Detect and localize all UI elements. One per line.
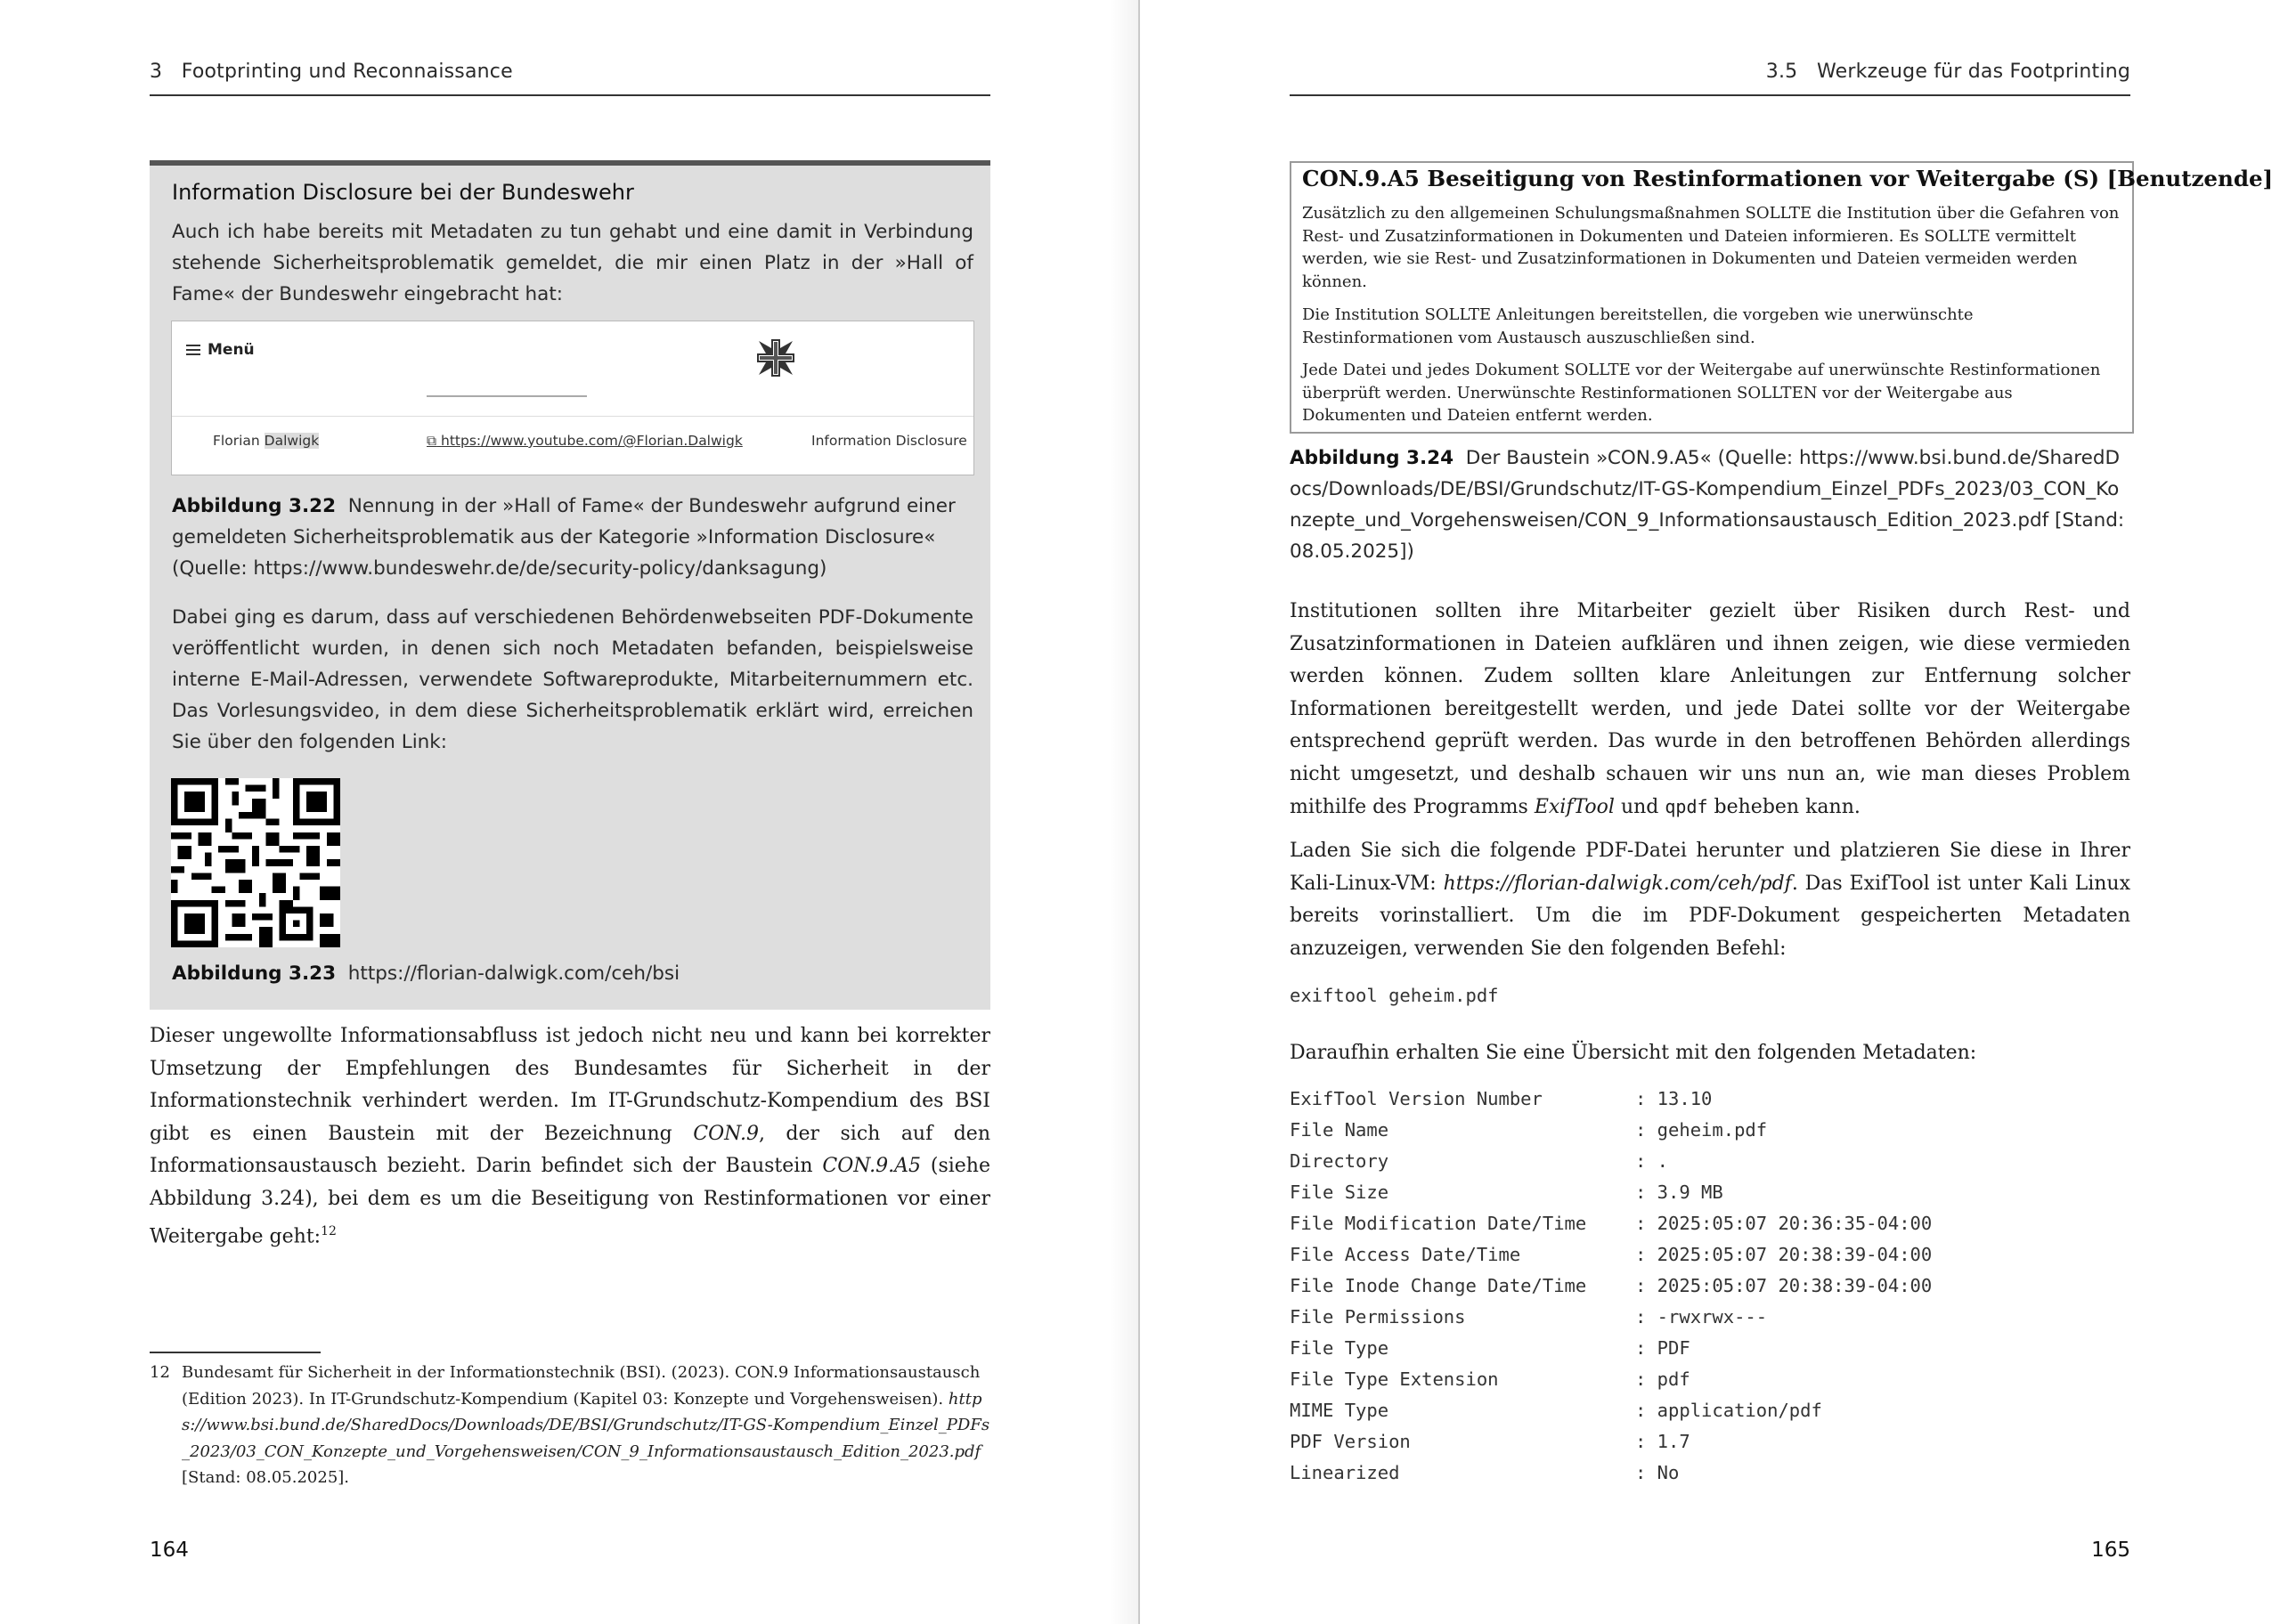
metadata-row [1290,1275,1932,1296]
metadata-key: File Permissions [1290,1306,1466,1328]
metadata-value: : 1.7 [1635,1431,1690,1452]
bsi-excerpt-box [1290,161,2274,434]
metadata-row [1290,1119,1767,1141]
screenshot-divider [172,416,973,417]
metadata-value: : 2025:05:07 20:38:39-04:00 [1635,1275,1933,1296]
metadata-key: File Size [1290,1181,1389,1203]
metadata-row [1290,1306,1767,1328]
figure-3-24-caption: Abbildung 3.24 Der Baustein »CON.9.A5« (Quelle: https://www.bsi.bund.de/SharedDocs/Downloads/DE/BSI/Grundschutz/IT-GS-Kompendium_Einzel_PDFs_2023/03_CON_Konzepte_und_Vorgehensweisen/CON_9_Informationsaustausch_Edition_2023.pdf [Stand: 08.05.2025]) [1290,447,2125,563]
metadata-row [1290,1244,1932,1265]
metadata-key: File Access Date/Time [1290,1244,1521,1265]
qr-code[interactable] [171,778,340,947]
listed-category: Information Disclosure [811,433,967,449]
section-number: 3.5 [1765,61,1798,83]
page-number-right: 165 [2091,1539,2130,1562]
spine-shadow [1110,0,1138,1624]
metadata-key: File Type [1290,1337,1389,1359]
running-head-left [150,61,513,83]
metadata-row [1290,1431,1690,1452]
metadata-value: : . [1635,1150,1669,1172]
footnote-ref[interactable]: 12 [321,1224,337,1238]
metadata-key: File Inode Change Date/Time [1290,1275,1587,1296]
page-number-left: 164 [150,1539,189,1562]
hamburger-icon [186,345,200,355]
bsi-paragraph: Die Institution SOLLTE Anleitungen bereitstellen, die vorgeben wie unerwünschte Restinformationen vom Austausch auszuschließen sind. [1302,305,1974,347]
hall-of-fame-screenshot [171,321,974,475]
iron-cross-icon [755,337,796,378]
metadata-row [1290,1337,1690,1359]
body-paragraph-1: Institutionen sollten ihre Mitarbeiter gezielt über Risiken durch Rest- und Zusatzinformationen in Dateien aufklären und ihnen zeigen, wie diese vermieden werden können. Zudem sollten klare Anleitungen zur Entfernung solcher Informationen bereitgestellt werden, und jede Datei sollte vor der Weitergabe entsprechend geprüft werden. Das wurde in den betroffenen Behörden allerdings nicht umgesetzt, und deshalb schauen wir uns nun an, wie man dieses Problem mithilfe des Programms ExifTool und qpdf beheben kann. [1290,600,2130,818]
metadata-key: Directory [1290,1150,1389,1172]
metadata-key: File Type Extension [1290,1368,1499,1390]
external-link-icon: ⧉ [427,433,437,449]
footnote: 12 Bundesamt für Sicherheit in der Informationstechnik (BSI). (2023). CON.9 Informationsaustausch (Edition 2023). In IT-Grundschutz-Kompendium (Kapitel 03: Konzepte und Vorgehensweisen). https://www.bsi.bund.de/SharedDocs/Downloads/DE/BSI/Grundschutz/IT-GS-Kompendium_Einzel_PDFs_2023/03_CON_Konzepte_und_Vorgehensweisen/CON_9_Informationsaustausch_Edition_2023.pdf [Stand: 08.05.2025]. [150,1360,990,1491]
figure-3-23-caption: Abbildung 3.23 https://florian-dalwigk.com/ceh/bsi [172,962,680,985]
metadata-row [1290,1462,1679,1483]
chapter-title: Footprinting und Reconnaissance [181,61,513,83]
running-head-right [1766,61,2130,83]
metadata-key: PDF Version [1290,1431,1411,1452]
left-page [0,0,1138,1624]
metadata-row [1290,1150,1668,1172]
box-body: Dabei ging es darum, dass auf verschiedenen Behördenwebseiten PDF-Dokumente veröffentlicht wurden, in denen sich noch Metadaten befanden, beispielsweise interne E-Mail-Adressen, verwendete Softwareprodukte, Mitarbeiternummern etc. Das Vorlesungsvideo, in dem diese Sicherheitsproblematik erklärt wird, erreichen Sie über den folgenden Link: [172,606,973,753]
footnote-url[interactable]: https://www.bsi.bund.de/SharedDocs/Downloads/DE/BSI/Grundschutz/IT-GS-Kompendium_Einzel_PDFs_2023/03_CON_Konzepte_und_Vorgehensweisen/CON_9_Informationsaustausch_Edition_2023.pdf [182,1389,990,1461]
metadata-key: MIME Type [1290,1400,1389,1421]
metadata-value: : PDF [1635,1337,1690,1359]
metadata-value: : 13.10 [1635,1088,1713,1109]
metadata-value: : No [1635,1462,1680,1483]
metadata-row [1290,1181,1723,1203]
listed-link[interactable]: ⧉ https://www.youtube.com/@Florian.Dalwigk [427,433,743,449]
metadata-row [1290,1400,1822,1421]
chapter-number: 3 [150,61,163,83]
menu-label: Menü [208,341,255,359]
metadata-value: : 2025:05:07 20:36:35-04:00 [1635,1213,1933,1234]
section-title: Werkzeuge für das Footprinting [1816,61,2130,83]
metadata-value: : 3.9 MB [1635,1181,1723,1203]
metadata-value: : pdf [1635,1368,1690,1390]
body-paragraph-2: Laden Sie sich die folgende PDF-Datei herunter und platzieren Sie diese in Ihrer Kali-Linux-VM: https://florian-dalwigk.com/ceh/pdf. Das ExifTool ist unter Kali Linux bereits vorinstalliert. Um die im PDF-Dokument gespeicherten Metadaten anzuzeigen, verwenden Sie den folgenden Befehl: [1290,840,2130,960]
body-paragraph: Dieser ungewollte Informationsabfluss ist jedoch nicht neu und kann bei korrekter Umsetzung der Empfehlungen des Bundesamtes für Sicherheit in der Informationstechnik verhindert werden. Im IT-Grundschutz-Kompendium des BSI gibt es einen Baustein mit der Bezeichnung CON.9, der sich auf den Informationsaustausch bezieht. Darin befindet sich der Baustein CON.9.A5 (siehe Abbildung 3.24), bei dem es um die Beseitigung von Restinformationen vor einer Weitergabe geht:$^{12}$ [150,1025,990,1248]
box-title: Information Disclosure bei der Bundeswehr [172,180,634,205]
box-intro: Auch ich habe bereits mit Metadaten zu tun gehabt und eine damit in Verbindung stehende Sicherheitsproblematik gemeldet, die mir einen Platz in der »Hall of Fame« der Bundeswehr eingebracht hat: [172,221,973,305]
right-page [1140,0,2280,1624]
command-line: exiftool geheim.pdf [1290,985,1499,1006]
footnote-rule [150,1352,321,1353]
info-box [150,160,990,1010]
footnote-number: 12 [150,1363,170,1382]
bsi-paragraph: Zusätzlich zu den allgemeinen Schulungsmaßnahmen SOLLTE die Institution über die Gefahren von Rest- und Zusatzinformationen in Dokumenten und Dateien informieren. Es SOLLTE vermittelt werden, wie sie Rest- und Zusatzinformationen in Dokumenten und Dateien vermeiden werden können. [1302,204,2120,291]
bsi-paragraph: Jede Datei und jedes Dokument SOLLTE vor der Weitergabe auf unerwünschte Restinformationen überprüft werden. Unerwünschte Restinformationen SOLLTEN vor der Weitergabe aus Dokumenten und Dateien entfernt werden. [1302,361,2101,425]
pdf-download-link[interactable]: https://florian-dalwigk.com/ceh/pdf [1443,872,1792,895]
metadata-key: Linearized [1290,1462,1400,1483]
listed-name: Florian Dalwigk [213,433,320,449]
metadata-row [1290,1088,1712,1109]
body-paragraph-3: Daraufhin erhalten Sie eine Übersicht mit den folgenden Metadaten: [1290,1042,1977,1064]
metadata-row [1290,1213,1932,1234]
header-rule [1290,94,2130,96]
metadata-key: ExifTool Version Number [1290,1088,1543,1109]
metadata-value: : -rwxrwx--- [1635,1306,1768,1328]
bsi-title: CON.9.A5 Beseitigung von Restinformationen vor Weitergabe (S) [Benutzende] [1302,166,2274,191]
metadata-value: : application/pdf [1635,1400,1822,1421]
metadata-key: File Modification Date/Time [1290,1213,1587,1234]
figure-3-22-caption: Abbildung 3.22 Nennung in der »Hall of Fame« der Bundeswehr aufgrund einer gemeldeten Sicherheitsproblematik aus der Kategorie »Information Disclosure« (Quelle: https://www.bundeswehr.de/de/security-policy/danksagung) [172,495,956,580]
metadata-row [1290,1368,1690,1390]
search-underline [427,395,587,397]
metadata-value: : geheim.pdf [1635,1119,1768,1141]
header-rule [150,94,990,96]
metadata-value: : 2025:05:07 20:38:39-04:00 [1635,1244,1933,1265]
metadata-key: File Name [1290,1119,1389,1141]
